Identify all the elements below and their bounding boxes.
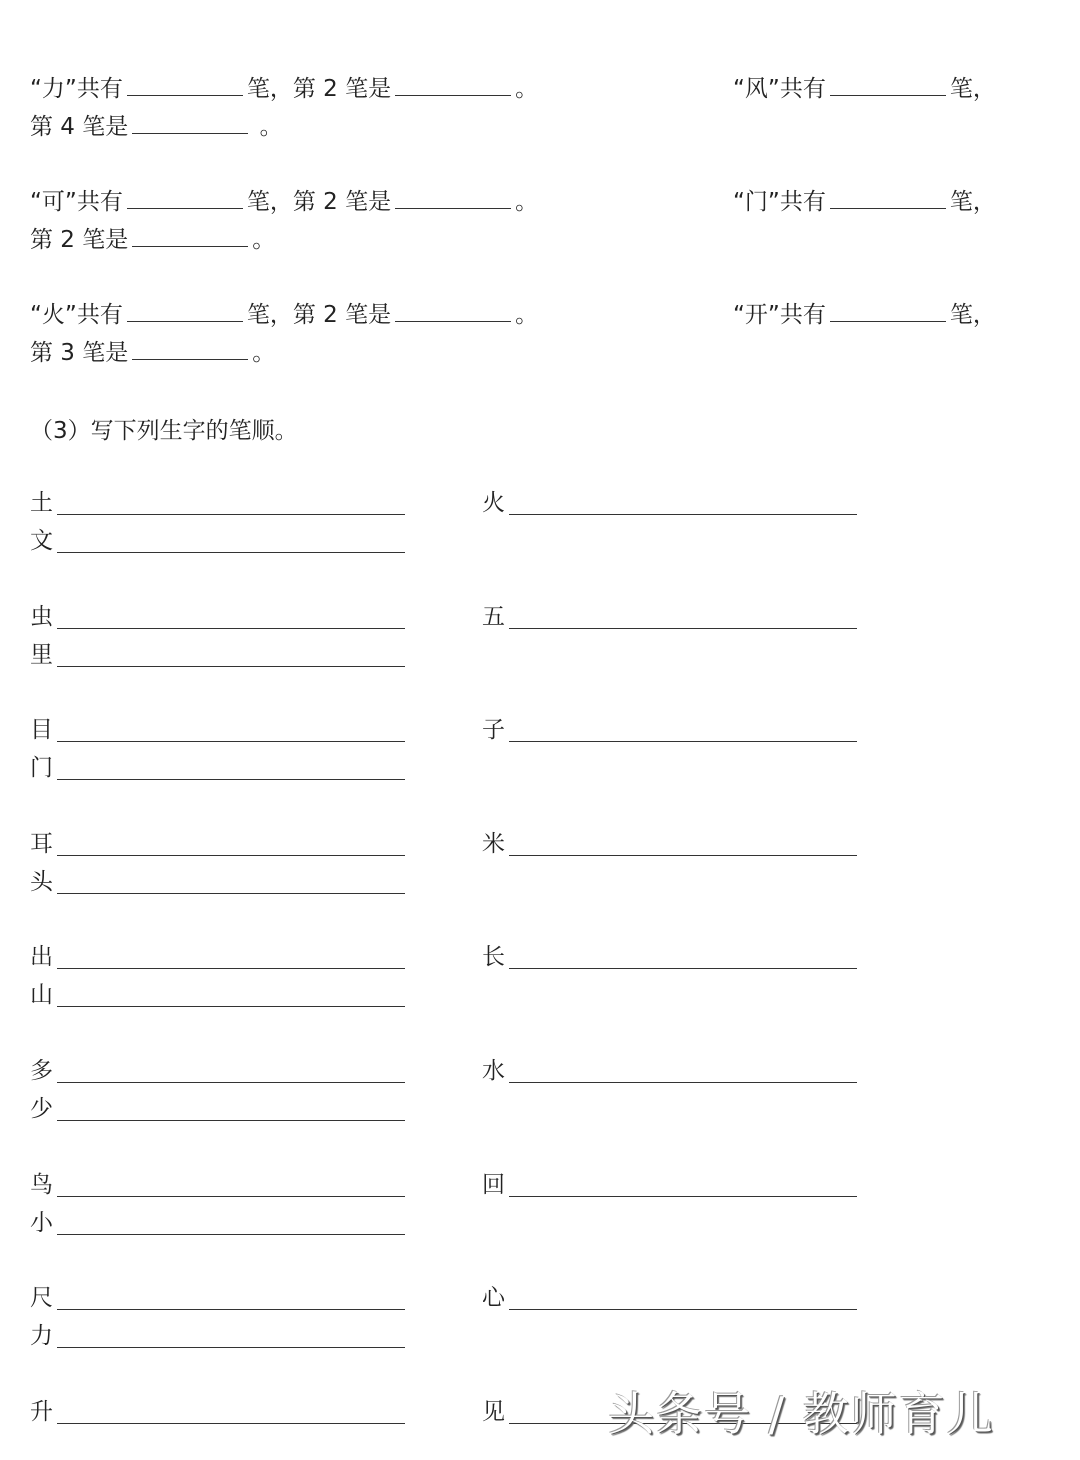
quoted-char: “门” bbox=[733, 189, 780, 215]
answer-blank-total[interactable] bbox=[830, 73, 946, 96]
label-unit: 笔， bbox=[246, 76, 293, 102]
question-continuation bbox=[30, 111, 283, 141]
character: 见 bbox=[482, 1398, 505, 1425]
answer-line[interactable] bbox=[57, 628, 405, 629]
answer-line[interactable] bbox=[57, 741, 405, 742]
answer-line[interactable] bbox=[57, 1423, 405, 1424]
question-line bbox=[30, 299, 538, 329]
quoted-char: “开” bbox=[733, 302, 780, 328]
answer-blank-stroke[interactable] bbox=[395, 299, 511, 322]
character: 五 bbox=[482, 603, 505, 630]
character: 子 bbox=[482, 717, 505, 744]
stroke-order-item bbox=[30, 602, 410, 640]
character: 升 bbox=[30, 1398, 53, 1425]
period: 。 bbox=[515, 189, 539, 215]
character: 少 bbox=[30, 1096, 53, 1122]
stroke-order-item bbox=[30, 715, 410, 753]
character: 心 bbox=[482, 1285, 505, 1312]
answer-line[interactable] bbox=[57, 1309, 405, 1310]
stroke-order-item bbox=[30, 1397, 410, 1435]
character: 虫 bbox=[30, 603, 53, 630]
answer-line[interactable] bbox=[57, 1082, 405, 1083]
answer-blank-stroke[interactable] bbox=[132, 337, 248, 360]
label-total: 共有 bbox=[76, 302, 123, 328]
answer-line[interactable] bbox=[57, 893, 405, 894]
stroke-order-item bbox=[482, 829, 862, 867]
question-line-right bbox=[733, 186, 996, 216]
character: 出 bbox=[30, 944, 53, 971]
question-continuation bbox=[30, 337, 275, 367]
stroke-order-item bbox=[30, 1056, 410, 1094]
character: 里 bbox=[30, 641, 53, 668]
answer-line[interactable] bbox=[509, 1309, 857, 1310]
stroke-order-item bbox=[482, 715, 862, 753]
character: 多 bbox=[30, 1058, 53, 1084]
answer-line[interactable] bbox=[509, 855, 857, 856]
stroke-order-item bbox=[482, 1056, 862, 1094]
character: 尺 bbox=[30, 1285, 53, 1312]
stroke-order-item bbox=[30, 488, 410, 526]
character: 文 bbox=[30, 528, 53, 554]
answer-line[interactable] bbox=[509, 968, 857, 969]
period: 。 bbox=[252, 227, 276, 253]
stroke-order-item bbox=[30, 526, 410, 564]
stroke-order-item bbox=[482, 942, 862, 980]
quoted-char: “火” bbox=[30, 302, 77, 328]
answer-line[interactable] bbox=[509, 1082, 857, 1083]
character: 火 bbox=[482, 490, 505, 516]
answer-line[interactable] bbox=[57, 514, 405, 515]
question-line-right bbox=[733, 299, 996, 329]
stroke-order-item bbox=[482, 1283, 862, 1321]
stroke-order-item bbox=[482, 1170, 862, 1208]
question-continuation bbox=[30, 224, 275, 254]
character: 耳 bbox=[30, 830, 53, 857]
answer-line[interactable] bbox=[57, 1347, 405, 1348]
stroke-order-item bbox=[30, 640, 410, 678]
quoted-char: “力” bbox=[30, 76, 77, 102]
answer-line[interactable] bbox=[57, 779, 405, 780]
answer-blank-total[interactable] bbox=[830, 299, 946, 322]
stroke-order-item bbox=[30, 1208, 410, 1246]
answer-blank-stroke[interactable] bbox=[132, 224, 248, 247]
answer-line[interactable] bbox=[57, 1120, 405, 1121]
label-unit: 笔， bbox=[246, 189, 293, 215]
question-line bbox=[30, 186, 538, 216]
period: 。 bbox=[515, 76, 539, 102]
character: 门 bbox=[30, 755, 53, 782]
label-unit: 笔， bbox=[949, 76, 996, 102]
label-nth-stroke: 第 2 笔是 bbox=[30, 227, 129, 253]
period: 。 bbox=[252, 114, 283, 140]
answer-line[interactable] bbox=[509, 1196, 857, 1197]
answer-line[interactable] bbox=[57, 1234, 405, 1235]
character: 鸟 bbox=[30, 1171, 53, 1198]
stroke-order-item bbox=[30, 980, 410, 1018]
character: 土 bbox=[30, 490, 53, 516]
character: 头 bbox=[30, 868, 53, 895]
stroke-order-item bbox=[30, 753, 410, 791]
answer-blank-stroke[interactable] bbox=[395, 73, 511, 96]
label-unit: 笔， bbox=[949, 302, 996, 328]
answer-line[interactable] bbox=[57, 666, 405, 667]
answer-line[interactable] bbox=[57, 968, 405, 969]
answer-line[interactable] bbox=[57, 1006, 405, 1007]
answer-line[interactable] bbox=[57, 1196, 405, 1197]
stroke-order-item bbox=[30, 1094, 410, 1132]
question-line-right bbox=[733, 73, 996, 103]
label-total: 共有 bbox=[76, 76, 123, 102]
answer-blank-total[interactable] bbox=[127, 186, 243, 209]
character: 水 bbox=[482, 1058, 505, 1084]
character: 长 bbox=[482, 944, 505, 971]
answer-blank-stroke[interactable] bbox=[395, 186, 511, 209]
label-nth-stroke: 第 2 笔是 bbox=[292, 76, 392, 102]
label-unit: 笔， bbox=[949, 189, 996, 215]
answer-line[interactable] bbox=[509, 514, 857, 515]
quoted-char: “可” bbox=[30, 189, 77, 215]
answer-line[interactable] bbox=[57, 552, 405, 553]
stroke-order-item bbox=[30, 867, 410, 905]
stroke-order-item bbox=[482, 488, 862, 526]
label-unit: 笔， bbox=[246, 302, 293, 328]
answer-blank-total[interactable] bbox=[127, 73, 243, 96]
watermark: 头条号 / 教师育儿 bbox=[608, 1387, 995, 1441]
character: 目 bbox=[30, 717, 53, 744]
character: 力 bbox=[30, 1323, 53, 1350]
label-nth-stroke: 第 4 笔是 bbox=[30, 114, 129, 140]
character: 小 bbox=[30, 1209, 53, 1236]
label-nth-stroke: 第 2 笔是 bbox=[292, 189, 392, 215]
stroke-order-item bbox=[30, 829, 410, 867]
period: 。 bbox=[515, 302, 539, 328]
label-total: 共有 bbox=[779, 76, 826, 102]
character: 米 bbox=[482, 830, 505, 857]
answer-line[interactable] bbox=[57, 855, 405, 856]
stroke-order-item bbox=[30, 1170, 410, 1208]
character: 山 bbox=[30, 982, 53, 1009]
period: 。 bbox=[252, 340, 276, 366]
stroke-order-item bbox=[30, 1283, 410, 1321]
stroke-order-item bbox=[30, 1321, 410, 1359]
stroke-order-item bbox=[30, 942, 410, 980]
label-total: 共有 bbox=[779, 302, 826, 328]
answer-blank-total[interactable] bbox=[127, 299, 243, 322]
section-3-heading: （3）写下列生字的笔顺。 bbox=[30, 418, 298, 444]
label-nth-stroke: 第 2 笔是 bbox=[292, 302, 392, 328]
answer-line[interactable] bbox=[509, 741, 857, 742]
answer-line[interactable] bbox=[509, 628, 857, 629]
label-nth-stroke: 第 3 笔是 bbox=[30, 340, 129, 366]
label-total: 共有 bbox=[779, 189, 826, 215]
quoted-char: “风” bbox=[733, 76, 780, 102]
question-line bbox=[30, 73, 538, 103]
answer-blank-stroke[interactable] bbox=[132, 111, 248, 134]
label-total: 共有 bbox=[76, 189, 123, 215]
character: 回 bbox=[482, 1171, 505, 1198]
answer-blank-total[interactable] bbox=[830, 186, 946, 209]
stroke-order-item bbox=[482, 602, 862, 640]
